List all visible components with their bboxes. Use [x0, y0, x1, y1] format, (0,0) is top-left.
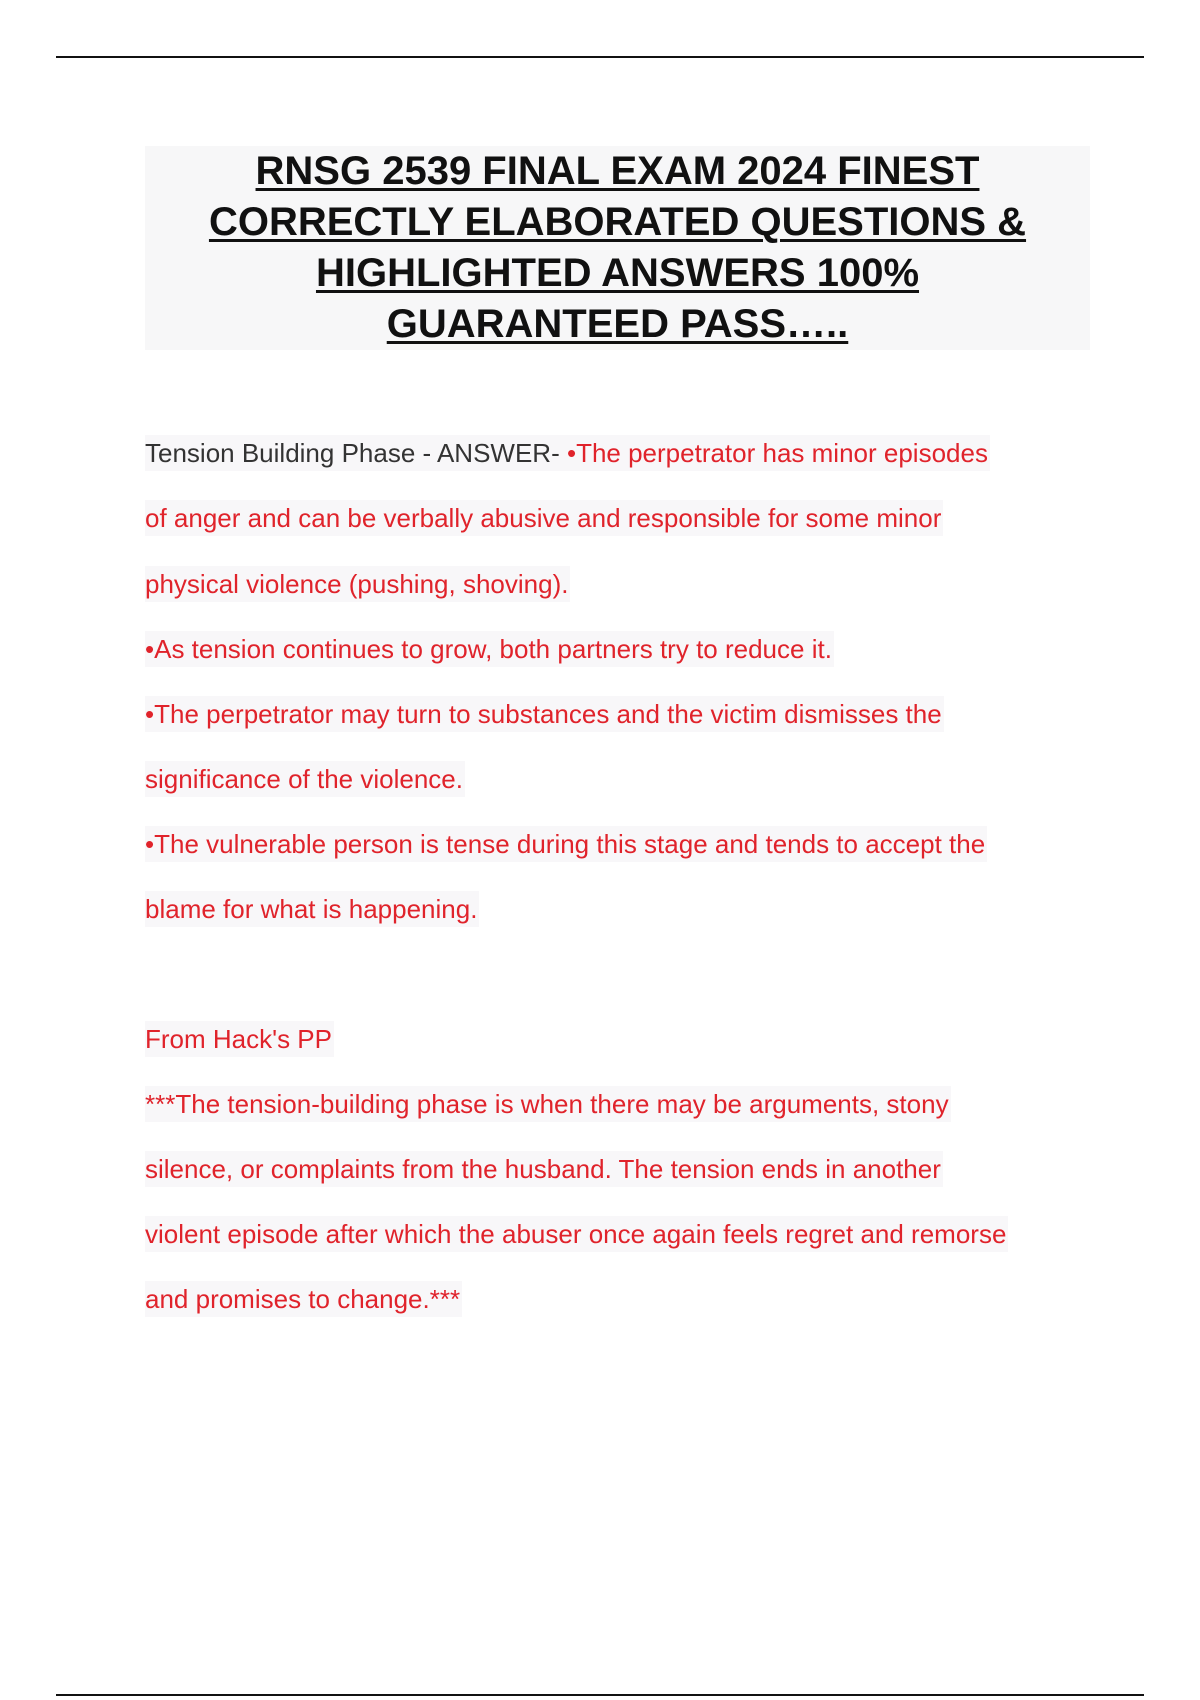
note-line-4: and promises to change.***	[145, 1281, 462, 1317]
answer-line-5: •The perpetrator may turn to substances and the victim dismisses the	[145, 696, 944, 732]
title-line-4: GUARANTEED PASS…..	[386, 302, 849, 346]
title-line-1: RNSG 2539 FINAL EXAM 2024 FINEST	[255, 149, 980, 193]
question-label: Tension Building Phase - ANSWER-	[145, 438, 567, 468]
bottom-rule	[56, 1694, 1144, 1696]
answer-line-7: •The vulnerable person is tense during this stage and tends to accept the	[145, 826, 987, 862]
answer-line-2: of anger and can be verbally abusive and responsible for some minor	[145, 500, 943, 536]
title-line-3: HIGHLIGHTED ANSWERS 100%	[315, 251, 920, 295]
title-line-2: CORRECTLY ELABORATED QUESTIONS &	[208, 200, 1027, 244]
document-title	[145, 146, 1090, 350]
top-rule	[56, 56, 1144, 58]
answer-line-8: blame for what is happening.	[145, 891, 479, 927]
answer-line-1	[145, 435, 990, 471]
answer-line-6: significance of the violence.	[145, 761, 465, 797]
note-line-3: violent episode after which the abuser once again feels regret and remorse	[145, 1216, 1008, 1252]
answer-text: •The perpetrator has minor episodes	[566, 438, 988, 468]
answer-line-4: •As tension continues to grow, both partners try to reduce it.	[145, 631, 834, 667]
note-line-2: silence, or complaints from the husband. The tension ends in another	[145, 1151, 943, 1187]
answer-line-3: physical violence (pushing, shoving).	[145, 566, 570, 602]
note-line-1: ***The tension-building phase is when there may be arguments, stony	[145, 1086, 951, 1122]
note-heading: From Hack's PP	[145, 1021, 334, 1057]
